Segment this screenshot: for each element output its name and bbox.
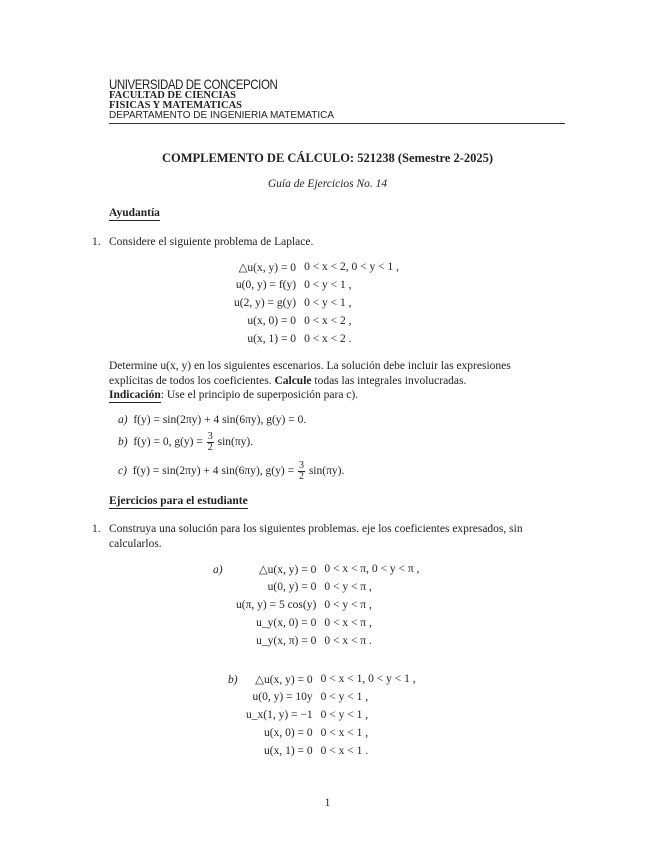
equation-lhs: u(x, 0) = 0 — [263, 727, 313, 739]
equation-lhs: u_y(x, π) = 0 — [256, 635, 317, 647]
case-a: a) f(y) = sin(2πy) + 4 sin(6πy), g(y) = 0. — [118, 414, 307, 426]
equation-domain: 0 < x < 2, 0 < y < 1 , — [304, 261, 400, 273]
equation-domain: 0 < y < 1 , — [304, 297, 352, 309]
document-title: COMPLEMENTO DE CÁLCULO: 521238 (Semestre 2-2025) — [161, 151, 494, 165]
item-number: 1. — [92, 236, 101, 248]
department-name: DEPARTAMENTO DE INGENIERIA MATEMATICA — [109, 110, 335, 121]
item-number-2: 1. — [92, 523, 101, 535]
equation-lhs: △u(x, y) = 0 — [255, 674, 313, 686]
equation-row — [232, 596, 423, 614]
equation-row — [242, 724, 420, 742]
university-name: UNIVERSIDAD DE CONCEPCION — [109, 76, 278, 92]
case-c: c) f(y) = sin(2πy) + 4 sin(6πy), g(y) = $\frac{3}{2}$ sin(πy). — [118, 459, 345, 482]
equation-row — [230, 330, 403, 348]
case-b: b) f(y) = 0, g(y) = $\frac{3}{2}$ sin(πy). — [118, 430, 254, 453]
equation-lhs: u(2, y) = g(y) — [234, 297, 297, 309]
equation-lhs: u_y(x, 0) = 0 — [256, 617, 317, 629]
equation-row — [232, 578, 423, 596]
equation-lhs: u(π, y) = 5 cos(y) — [236, 599, 317, 611]
equation-row — [242, 742, 420, 760]
system-b-label: b) — [228, 674, 238, 686]
faculty-line-1: FACULTAD DE CIENCIAS — [109, 90, 236, 101]
equation-lhs: u(0, y) = f(y) — [235, 279, 297, 291]
faculty-line-2: FISICAS Y MATEMATICAS — [109, 100, 243, 111]
equation-lhs: u_x(1, y) = −1 — [246, 709, 313, 721]
equation-domain: 0 < y < 1 , — [320, 709, 369, 721]
equation-row — [242, 706, 420, 724]
equation-row — [232, 560, 423, 578]
fraction: $\frac{3}{2}$ — [298, 459, 304, 482]
paragraph-line-1: Determine u(x, y) en los siguientes escenarios. La solución debe incluir las expresiones — [109, 360, 511, 372]
laplace-system — [230, 258, 403, 348]
equation-row — [232, 632, 423, 650]
equation-row — [242, 688, 420, 706]
equation-domain: 0 < x < 2 . — [304, 333, 352, 345]
equation-lhs: u(x, 1) = 0 — [263, 745, 313, 757]
equation-domain: 0 < y < π , — [324, 599, 372, 611]
equation-row — [242, 670, 420, 688]
page-number: 1 — [324, 797, 331, 809]
section-ejercicios-heading: Ejercicios para el estudiante — [109, 495, 248, 507]
equation-lhs: u(x, 0) = 0 — [247, 315, 297, 327]
equation-domain: 0 < x < π . — [324, 635, 372, 647]
equation-domain: 0 < y < 1 , — [320, 691, 369, 703]
item-intro-2-line-2: calcularlos. — [109, 538, 162, 550]
equation-lhs: △u(x, y) = 0 — [238, 262, 297, 274]
equation-domain: 0 < x < 1 . — [320, 745, 369, 757]
equation-domain: 0 < x < π, 0 < y < π , — [324, 563, 420, 575]
fraction: $\frac{3}{2}$ — [207, 430, 213, 453]
equation-domain: 0 < x < 1 , — [320, 727, 369, 739]
equation-row — [232, 614, 423, 632]
document-subtitle: Guía de Ejercicios No. 14 — [267, 178, 388, 190]
equation-row — [230, 276, 403, 294]
equation-row — [230, 258, 403, 276]
section-ayudantia-heading: Ayudantía — [109, 207, 160, 219]
equation-domain: 0 < x < 2 , — [304, 315, 352, 327]
equation-row — [230, 294, 403, 312]
equation-lhs: u(x, 1) = 0 — [247, 333, 297, 345]
equation-lhs: u(0, y) = 10y — [252, 691, 313, 703]
equation-domain: 0 < x < 1, 0 < y < 1 , — [320, 673, 416, 685]
equation-domain: 0 < x < π , — [324, 617, 372, 629]
hint-line: Indicación: Use el principio de superposición para c). — [109, 389, 359, 401]
equation-domain: 0 < y < π , — [324, 581, 372, 593]
equation-lhs: △u(x, y) = 0 — [258, 564, 317, 576]
header-rule — [109, 123, 565, 124]
paragraph-line-2: explícitas de todos los coeficientes. Calcule todas las integrales involucradas. — [109, 375, 467, 387]
equation-row — [230, 312, 403, 330]
item-intro-2-line-1: Construya una solución para los siguientes problemas. eje los coeficientes expresados, sin — [109, 523, 523, 535]
equation-domain: 0 < y < 1 , — [304, 279, 352, 291]
item-intro: Considere el siguiente problema de Laplace. — [109, 236, 314, 248]
system-a-label: a) — [213, 564, 223, 576]
system-b — [242, 670, 420, 760]
equation-lhs: u(0, y) = 0 — [267, 581, 317, 593]
system-a — [232, 560, 423, 650]
